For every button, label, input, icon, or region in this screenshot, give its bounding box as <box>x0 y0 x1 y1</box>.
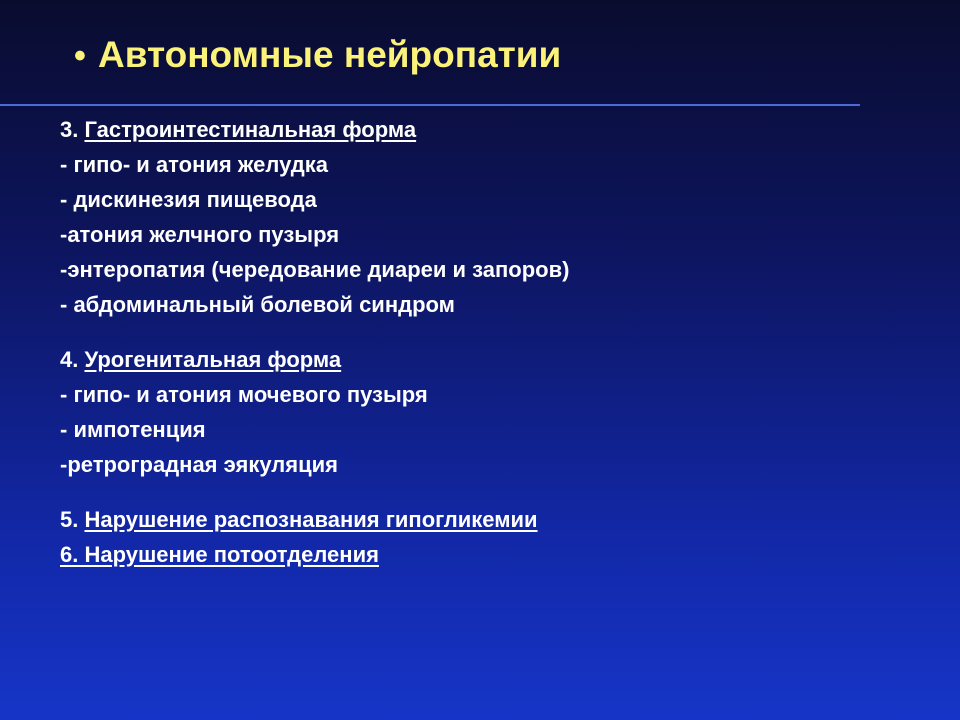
section-heading: 6. Нарушение потоотделения <box>60 542 379 567</box>
bullet-icon: • <box>74 37 86 75</box>
list-item: - абдоминальный болевой синдром <box>60 292 455 317</box>
list-item: - импотенция <box>60 417 206 442</box>
list-item: - гипо- и атония мочевого пузыря <box>60 382 428 407</box>
section-6-heading <box>60 537 569 572</box>
list-item: -атония желчного пузыря <box>60 222 340 247</box>
section-4-heading <box>60 342 569 377</box>
section-heading: Гастроинтестинальная форма <box>84 117 417 142</box>
section-5-heading <box>60 502 569 537</box>
section-heading: Нарушение распознавания гипогликемии <box>84 507 538 532</box>
section-number: 5. <box>60 507 85 532</box>
content-body <box>60 112 569 572</box>
title-divider <box>0 104 860 106</box>
section-heading: Урогенитальная форма <box>84 347 342 372</box>
list-item: - дискинезия пищевода <box>60 187 317 212</box>
list-item: -ретроградная эякуляция <box>60 452 338 477</box>
section-3-heading <box>60 112 569 147</box>
section-number: 3. <box>60 117 85 142</box>
list-item: - гипо- и атония желудка <box>60 152 328 177</box>
section-number: 4. <box>60 347 85 372</box>
title-text: Автономные нейропатии <box>98 34 562 75</box>
list-item: -энтеропатия (чередование диареи и запоров) <box>60 257 570 282</box>
slide-title <box>74 30 561 81</box>
